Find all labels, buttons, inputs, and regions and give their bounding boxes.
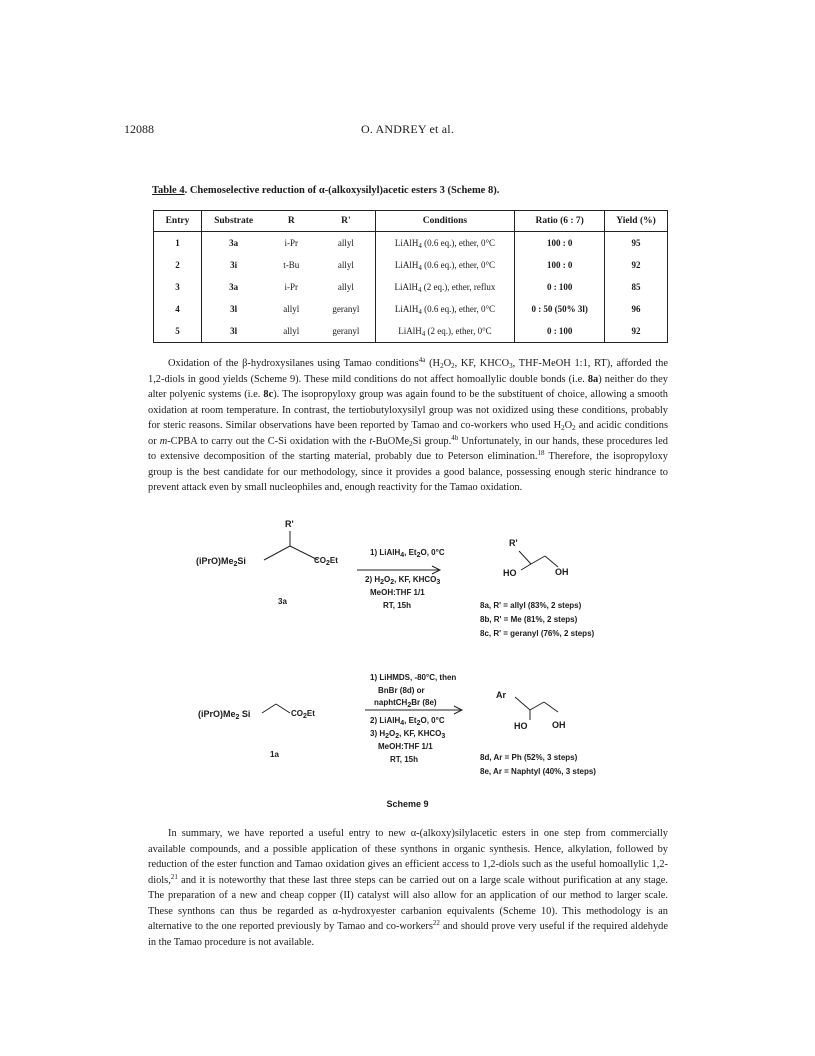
cell-rprime: geranyl — [317, 320, 375, 343]
cell-conditions: LiAlH$_4$ (2 eq.), ether, 0°C — [375, 320, 515, 343]
r1-silyl-group: $(iPrO)Me_2Si$ — [196, 556, 246, 568]
cell-conditions: LiAlH$_4$ (0.6 eq.), ether, 0°C — [375, 232, 515, 255]
cell-entry: 3 — [154, 276, 202, 298]
col-header-rprime: R' — [317, 211, 375, 232]
cell-ratio: 0 : 100 — [515, 320, 605, 343]
r2-condition-1: 1) LiHMDS, -80°C, then — [370, 673, 457, 682]
col-header-yield: Yield (%) — [605, 211, 668, 232]
cell-r: i-Pr — [284, 282, 299, 292]
col-header-conditions: Conditions — [375, 211, 515, 232]
col-header-r: R — [265, 211, 317, 232]
bond — [531, 556, 545, 564]
body-paragraph-summary: In summary, we have reported a useful entry to new α-(alkoxy)silylacetic esters in one step from commercially available compounds, and a possible application of these synthons in organic synthesis. Hence, alkylation, followed by reduction of the ester function and Tamao oxidation gives an efficient access to 1,2-diols such as the useful homoallylic 1,2-diols,$^{21}$ and it is noteworthy that these last three steps can be carried out on a large scale without purification at any stage. The preparation of a new and cheap copper (II) catalyst will also allow for an application of our method to larger scale. These synthons can thus be regarded as α-hydroxyester carbanion equivalents (Scheme 10). This methodology is an alternative to the one reported previously by Tamao and co-workers$^{22}$ and should prove very useful if the required aldehyde in the Tamao procedure is not available. — [148, 828, 668, 948]
scheme-caption: Scheme 9 — [386, 799, 429, 809]
r2-condition-5: 3) $H_2O_2$, KF, $KHCO_3$ — [370, 729, 446, 740]
cell-entry: 1 — [154, 232, 202, 255]
bond — [264, 546, 290, 560]
cell-substrate: 3l — [230, 304, 238, 314]
cell-substrate: 3a — [229, 282, 239, 292]
cell-entry: 5 — [154, 320, 202, 343]
r2-product-oh: OH — [552, 720, 566, 730]
cell-r: allyl — [283, 326, 300, 336]
cell-substrate: 3l — [230, 326, 238, 336]
bond — [521, 564, 531, 570]
table-caption-text: . Chemoselective reduction of α-(alkoxysilyl)acetic esters 3 (Scheme 8). — [184, 185, 500, 196]
cell-r: t-Bu — [283, 260, 300, 270]
bond — [530, 702, 544, 710]
cell-r: allyl — [283, 304, 300, 314]
cell-r: i-Pr — [284, 238, 299, 248]
cell-entry: 2 — [154, 254, 202, 276]
cell-yield: 92 — [631, 260, 641, 270]
cell-ratio: 0 : 50 (50% 3l) — [515, 298, 605, 320]
cell-conditions: LiAlH$_4$ (0.6 eq.), ether, 0°C — [375, 254, 515, 276]
cell-ratio: 100 : 0 — [515, 254, 605, 276]
r2-product-ho: HO — [514, 721, 528, 731]
r1-condition-3: MeOH:THF 1/1 — [370, 588, 425, 597]
cell-ratio: 100 : 0 — [515, 232, 605, 255]
cell-yield: 92 — [631, 326, 641, 336]
col-header-substrate: Substrate — [201, 211, 265, 232]
cell-conditions: LiAlH$_4$ (2 eq.), ether, reflux — [375, 276, 515, 298]
cell-rprime: allyl — [317, 254, 375, 276]
r2-ester-group: $CO_2Et$ — [291, 709, 315, 720]
page-number: 12088 — [124, 122, 154, 136]
cell-ratio: 0 : 100 — [515, 276, 605, 298]
r2-condition-6: MeOH:THF 1/1 — [378, 742, 433, 751]
r1-product-ho: HO — [503, 568, 517, 578]
body-paragraph-oxidation: Oxidation of the β-hydroxysilanes using Tamao conditions$^{4a}$ ($H_2O_2$, KF, $KHCO_3$, THF-MeOH 1:1, RT), afforded the 1,2-diols in good yields (Scheme 9). These mild conditions do not affect homoallylic double bonds (i.e. 8a) neither do they alter polyenic systems (i.e. 8c). The isopropyloxy group was again found to be the substituent of choice, allowing a smooth oxidation at room temperature. In contrast, the tertiobutyloxysilyl group was not oxidized using these conditions, probably for steric reasons. Similar observations have been reported by Tamao and co-workers who used $H_2O_2$ and acidic conditions or m-CPBA to carry out the C-Si oxidation with the t-BuOMe$_2$Si group.$^{4b}$ Unfortunately, in our hands, these procedures led to extensive decomposition of the starting material, probably due to Peterson elimination.$^{18}$ Therefore, the isopropyloxy group is the best candidate for our methodology, since it provides a good balance, possessing enough steric hindrance to prevent attack even by small nucleophiles and, enough reactivity for the Tamao oxidation. — [148, 356, 668, 493]
cell-rprime: allyl — [317, 232, 375, 255]
cell-substrate: 3a — [229, 238, 239, 248]
r2-silyl-group: $(iPrO)Me_2$ Si — [198, 709, 251, 721]
cell-entry: 4 — [154, 298, 202, 320]
r1-result-8b: 8b, R' = Me (81%, 2 steps) — [480, 615, 578, 624]
r2-condition-2: BnBr (8d) or — [378, 686, 425, 695]
cell-yield: 85 — [631, 282, 641, 292]
r2-condition-3: naphtCH$_2$Br (8e) — [374, 698, 437, 709]
cell-substrate: 3i — [230, 260, 238, 270]
bond — [519, 551, 531, 564]
r1-condition-4: RT, 15h — [383, 601, 412, 610]
r2-result-8d: 8d, Ar = Ph (52%, 3 steps) — [480, 753, 578, 762]
r1-product-rprime: R' — [509, 538, 518, 548]
col-header-ratio: Ratio (6 : 7) — [515, 211, 605, 232]
r1-condition-2: 2) $H_2O_2$, KF, $KHCO_3$ — [365, 575, 441, 586]
r1-compound-label: 3a — [278, 597, 287, 606]
r1-result-8c: 8c, R' = geranyl (76%, 2 steps) — [480, 629, 595, 638]
r2-compound-label: 1a — [270, 750, 279, 759]
r1-result-8a: 8a, R' = allyl (83%, 2 steps) — [480, 601, 582, 610]
bond — [544, 702, 558, 712]
bond — [545, 556, 558, 567]
table-caption-label: Table 4 — [152, 185, 185, 196]
r1-condition-1: 1) LiAlH$_4$, $Et_2O$, 0°C — [370, 548, 445, 559]
bond — [262, 704, 276, 713]
running-head: O. ANDREY et al. — [360, 122, 455, 136]
cell-conditions: LiAlH$_4$ (0.6 eq.), ether, 0°C — [375, 298, 515, 320]
col-header-entry: Entry — [154, 211, 202, 232]
cell-yield: 95 — [631, 238, 641, 248]
r2-condition-7: RT, 15h — [390, 755, 419, 764]
cell-rprime: geranyl — [317, 298, 375, 320]
r1-rprime-label: R' — [285, 519, 294, 529]
cell-rprime: allyl — [317, 276, 375, 298]
bond — [276, 704, 290, 713]
bond — [515, 697, 530, 710]
r2-result-8e: 8e, Ar = Naphtyl (40%, 3 steps) — [480, 767, 596, 776]
r2-product-ar: Ar — [496, 690, 507, 700]
r1-product-oh: OH — [555, 567, 569, 577]
r1-ester-group: $CO_2Et$ — [314, 556, 338, 567]
cell-yield: 96 — [631, 304, 641, 314]
r2-condition-4: 2) LiAlH$_4$, $Et_2O$, 0°C — [370, 716, 445, 727]
